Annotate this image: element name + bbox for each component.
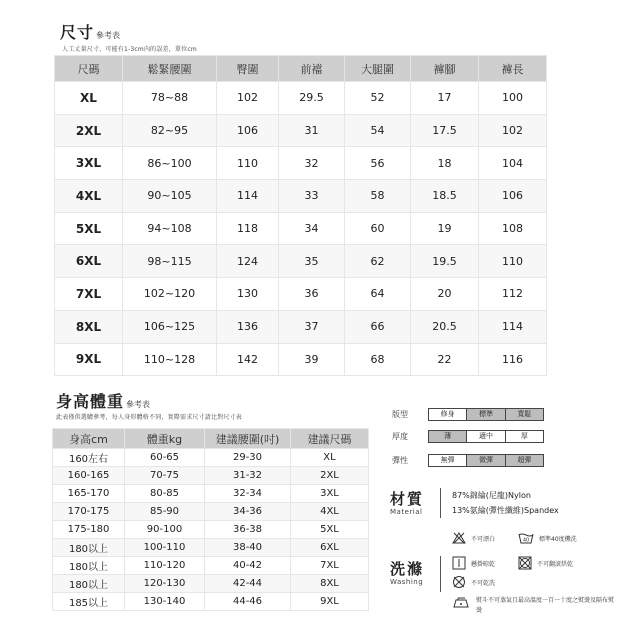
body-chart-title-suffix: 參考表 [126, 400, 151, 409]
feature-option: 適中 [467, 431, 505, 442]
table-cell: 34-36 [205, 503, 291, 521]
no-dry-clean-icon [452, 575, 466, 589]
table-cell: 102~120 [123, 278, 217, 311]
table-cell: 104 [479, 147, 547, 180]
material-subtitle: Material [390, 508, 423, 516]
table-cell: 114 [217, 180, 279, 213]
table-cell: 22 [411, 343, 479, 376]
table-cell: 102 [479, 114, 547, 147]
table-row [53, 557, 369, 575]
size-chart-title-main: 尺寸 [60, 23, 95, 42]
table-cell: 90~105 [123, 180, 217, 213]
table-cell: 98~115 [123, 245, 217, 278]
size-header-cell: 褲長 [479, 56, 547, 82]
size-label-cell: 8XL [55, 310, 123, 343]
table-cell: 86~100 [123, 147, 217, 180]
table-row [55, 278, 547, 311]
size-header-cell: 大腿圍 [345, 56, 411, 82]
table-cell: 85-90 [125, 503, 205, 521]
table-row [55, 82, 547, 115]
table-cell: 56 [345, 147, 411, 180]
table-cell: 118 [217, 212, 279, 245]
size-header-cell: 臀圍 [217, 56, 279, 82]
table-row [53, 449, 369, 467]
care-hang-dry [452, 556, 495, 570]
table-cell: 36-38 [205, 521, 291, 539]
size-header-cell: 尺碼 [55, 56, 123, 82]
height-weight-table-header [53, 429, 369, 449]
table-row [53, 485, 369, 503]
feature-label: 版型 [392, 410, 408, 419]
table-row [53, 503, 369, 521]
size-table [54, 55, 547, 376]
table-cell: 31-32 [205, 467, 291, 485]
feature-option: 微彈 [467, 455, 505, 466]
feature-option: 修身 [429, 409, 467, 420]
body-chart-title [56, 389, 150, 412]
table-cell: 175-180 [53, 521, 125, 539]
size-chart-note: 人工丈量尺寸，可能有1-3cm內的誤差，單位cm [62, 46, 197, 53]
size-label-cell: 7XL [55, 278, 123, 311]
table-cell: 5XL [291, 521, 369, 539]
feature-label: 彈性 [392, 456, 408, 465]
material-divider [440, 488, 441, 518]
table-cell: 37 [279, 310, 345, 343]
iron-note: 熨斗不可蒸氣且最高溫度一百一十度之熨燙及隔布熨燙 [476, 597, 615, 614]
table-row [55, 180, 547, 213]
table-cell: 82~95 [123, 114, 217, 147]
table-cell: 124 [217, 245, 279, 278]
table-cell: 39 [279, 343, 345, 376]
table-cell: 8XL [291, 575, 369, 593]
care-hang-dry-label: 懸掛晾乾 [471, 560, 496, 568]
care-no-dry-clean-label: 不可乾洗 [471, 579, 496, 587]
size-label-cell: 5XL [55, 212, 123, 245]
feature-scale [428, 430, 544, 443]
table-cell: 136 [217, 310, 279, 343]
no-tumble-dry-icon [518, 556, 532, 570]
table-cell: 20.5 [411, 310, 479, 343]
table-cell: 108 [479, 212, 547, 245]
table-row [53, 521, 369, 539]
size-header-cell: 鬆緊腰圍 [123, 56, 217, 82]
table-row [53, 593, 369, 611]
table-cell: 38-40 [205, 539, 291, 557]
feature-scale [428, 408, 544, 421]
material-line-1: 87%錦綸(尼龍)Nylon [452, 491, 531, 500]
hang-dry-icon [452, 556, 466, 570]
feature-row [392, 454, 544, 467]
table-cell: 54 [345, 114, 411, 147]
table-cell: 112 [479, 278, 547, 311]
table-row [55, 343, 547, 376]
table-cell: 180以上 [53, 557, 125, 575]
table-row [55, 114, 547, 147]
material-line-2: 13%氨綸(彈性纖維)Spandex [452, 506, 559, 515]
table-cell: 60-65 [125, 449, 205, 467]
table-cell: 20 [411, 278, 479, 311]
table-cell: 130-140 [125, 593, 205, 611]
size-label-cell: 3XL [55, 147, 123, 180]
table-cell: 19 [411, 212, 479, 245]
table-row [55, 147, 547, 180]
material-title: 材質 [390, 490, 425, 508]
wash-40-icon [518, 532, 534, 544]
table-cell: 78~88 [123, 82, 217, 115]
table-cell: 68 [345, 343, 411, 376]
table-cell: 31 [279, 114, 345, 147]
table-cell: 110 [479, 245, 547, 278]
table-cell: 4XL [291, 503, 369, 521]
care-no-tumble-dry [518, 556, 573, 570]
size-label-cell: 4XL [55, 180, 123, 213]
table-cell: 110~128 [123, 343, 217, 376]
hw-header-cell: 建議腰圍(吋) [205, 429, 291, 449]
table-cell: 40-42 [205, 557, 291, 575]
table-cell: 34 [279, 212, 345, 245]
table-cell: 170-175 [53, 503, 125, 521]
table-cell: XL [291, 449, 369, 467]
table-cell: 7XL [291, 557, 369, 575]
table-row [55, 310, 547, 343]
table-cell: 70-75 [125, 467, 205, 485]
feature-option: 寬鬆 [506, 409, 543, 420]
table-cell: 2XL [291, 467, 369, 485]
care-no-bleach [452, 532, 495, 544]
size-label-cell: 6XL [55, 245, 123, 278]
table-cell: 18 [411, 147, 479, 180]
hw-header-cell: 建議尺碼 [291, 429, 369, 449]
size-label-cell: XL [55, 82, 123, 115]
table-cell: 58 [345, 180, 411, 213]
table-cell: 94~108 [123, 212, 217, 245]
size-header-cell: 褲腳 [411, 56, 479, 82]
table-cell: 180以上 [53, 539, 125, 557]
table-cell: 120-130 [125, 575, 205, 593]
table-cell: 3XL [291, 485, 369, 503]
care-wash-40 [518, 532, 577, 544]
feature-scale [428, 454, 544, 467]
table-cell: 35 [279, 245, 345, 278]
table-cell: 142 [217, 343, 279, 376]
table-cell: 60 [345, 212, 411, 245]
table-row [55, 212, 547, 245]
table-cell: 52 [345, 82, 411, 115]
hw-header-cell: 體重kg [125, 429, 205, 449]
washing-subtitle: Washing [390, 578, 424, 586]
table-cell: 106 [217, 114, 279, 147]
table-cell: 32 [279, 147, 345, 180]
size-chart-title-suffix: 參考表 [96, 31, 121, 40]
washing-title: 洗滌 [390, 560, 425, 578]
feature-label: 厚度 [392, 432, 408, 441]
feature-option: 厚 [520, 432, 528, 440]
table-cell: 185以上 [53, 593, 125, 611]
table-row [53, 467, 369, 485]
size-label-cell: 9XL [55, 343, 123, 376]
no-bleach-icon [452, 532, 466, 544]
table-cell: 80-85 [125, 485, 205, 503]
table-cell: 160左右 [53, 449, 125, 467]
table-cell: 62 [345, 245, 411, 278]
table-cell: 33 [279, 180, 345, 213]
table-cell: 130 [217, 278, 279, 311]
table-cell: 36 [279, 278, 345, 311]
table-cell: 44-46 [205, 593, 291, 611]
table-cell: 165-170 [53, 485, 125, 503]
table-cell: 6XL [291, 539, 369, 557]
table-cell: 106 [479, 180, 547, 213]
table-cell: 110 [217, 147, 279, 180]
feature-option: 薄 [429, 431, 467, 442]
hw-header-cell: 身高cm [53, 429, 125, 449]
feature-option: 無彈 [429, 455, 467, 466]
table-cell: 66 [345, 310, 411, 343]
size-header-cell: 前襠 [279, 56, 345, 82]
table-cell: 29-30 [205, 449, 291, 467]
care-wash-40-label: 標準40度機洗 [539, 535, 577, 543]
table-cell: 29.5 [279, 82, 345, 115]
table-cell: 106~125 [123, 310, 217, 343]
feature-option: 標準 [467, 409, 505, 420]
table-row [55, 245, 547, 278]
table-cell: 102 [217, 82, 279, 115]
size-table-header [55, 56, 547, 82]
care-no-dry-clean [452, 575, 495, 589]
table-cell: 100 [479, 82, 547, 115]
table-cell: 17.5 [411, 114, 479, 147]
table-cell: 9XL [291, 593, 369, 611]
table-cell: 180以上 [53, 575, 125, 593]
table-cell: 64 [345, 278, 411, 311]
body-chart-title-main: 身高體重 [56, 392, 125, 411]
table-cell: 114 [479, 310, 547, 343]
iron-icon [452, 596, 470, 610]
care-no-bleach-label: 不可漂白 [471, 535, 496, 543]
table-cell: 32-34 [205, 485, 291, 503]
table-cell: 42-44 [205, 575, 291, 593]
size-chart-title [60, 20, 120, 43]
table-cell: 110-120 [125, 557, 205, 575]
table-cell: 17 [411, 82, 479, 115]
height-weight-table [52, 428, 369, 611]
washing-divider [440, 556, 441, 592]
table-cell: 19.5 [411, 245, 479, 278]
feature-row [392, 430, 544, 443]
table-row [53, 575, 369, 593]
svg-text:40: 40 [522, 537, 530, 544]
table-cell: 90-100 [125, 521, 205, 539]
table-cell: 18.5 [411, 180, 479, 213]
feature-option: 超彈 [506, 455, 543, 466]
table-cell: 100-110 [125, 539, 205, 557]
feature-row [392, 408, 544, 421]
table-cell: 116 [479, 343, 547, 376]
table-cell: 160-165 [53, 467, 125, 485]
care-no-tumble-dry-label: 不可翻滾烘乾 [537, 560, 574, 568]
body-chart-note: 此表僅供選購參考，每人身形體格不同，實際需求尺寸請比對尺寸表 [56, 414, 243, 421]
table-row [53, 539, 369, 557]
size-label-cell: 2XL [55, 114, 123, 147]
